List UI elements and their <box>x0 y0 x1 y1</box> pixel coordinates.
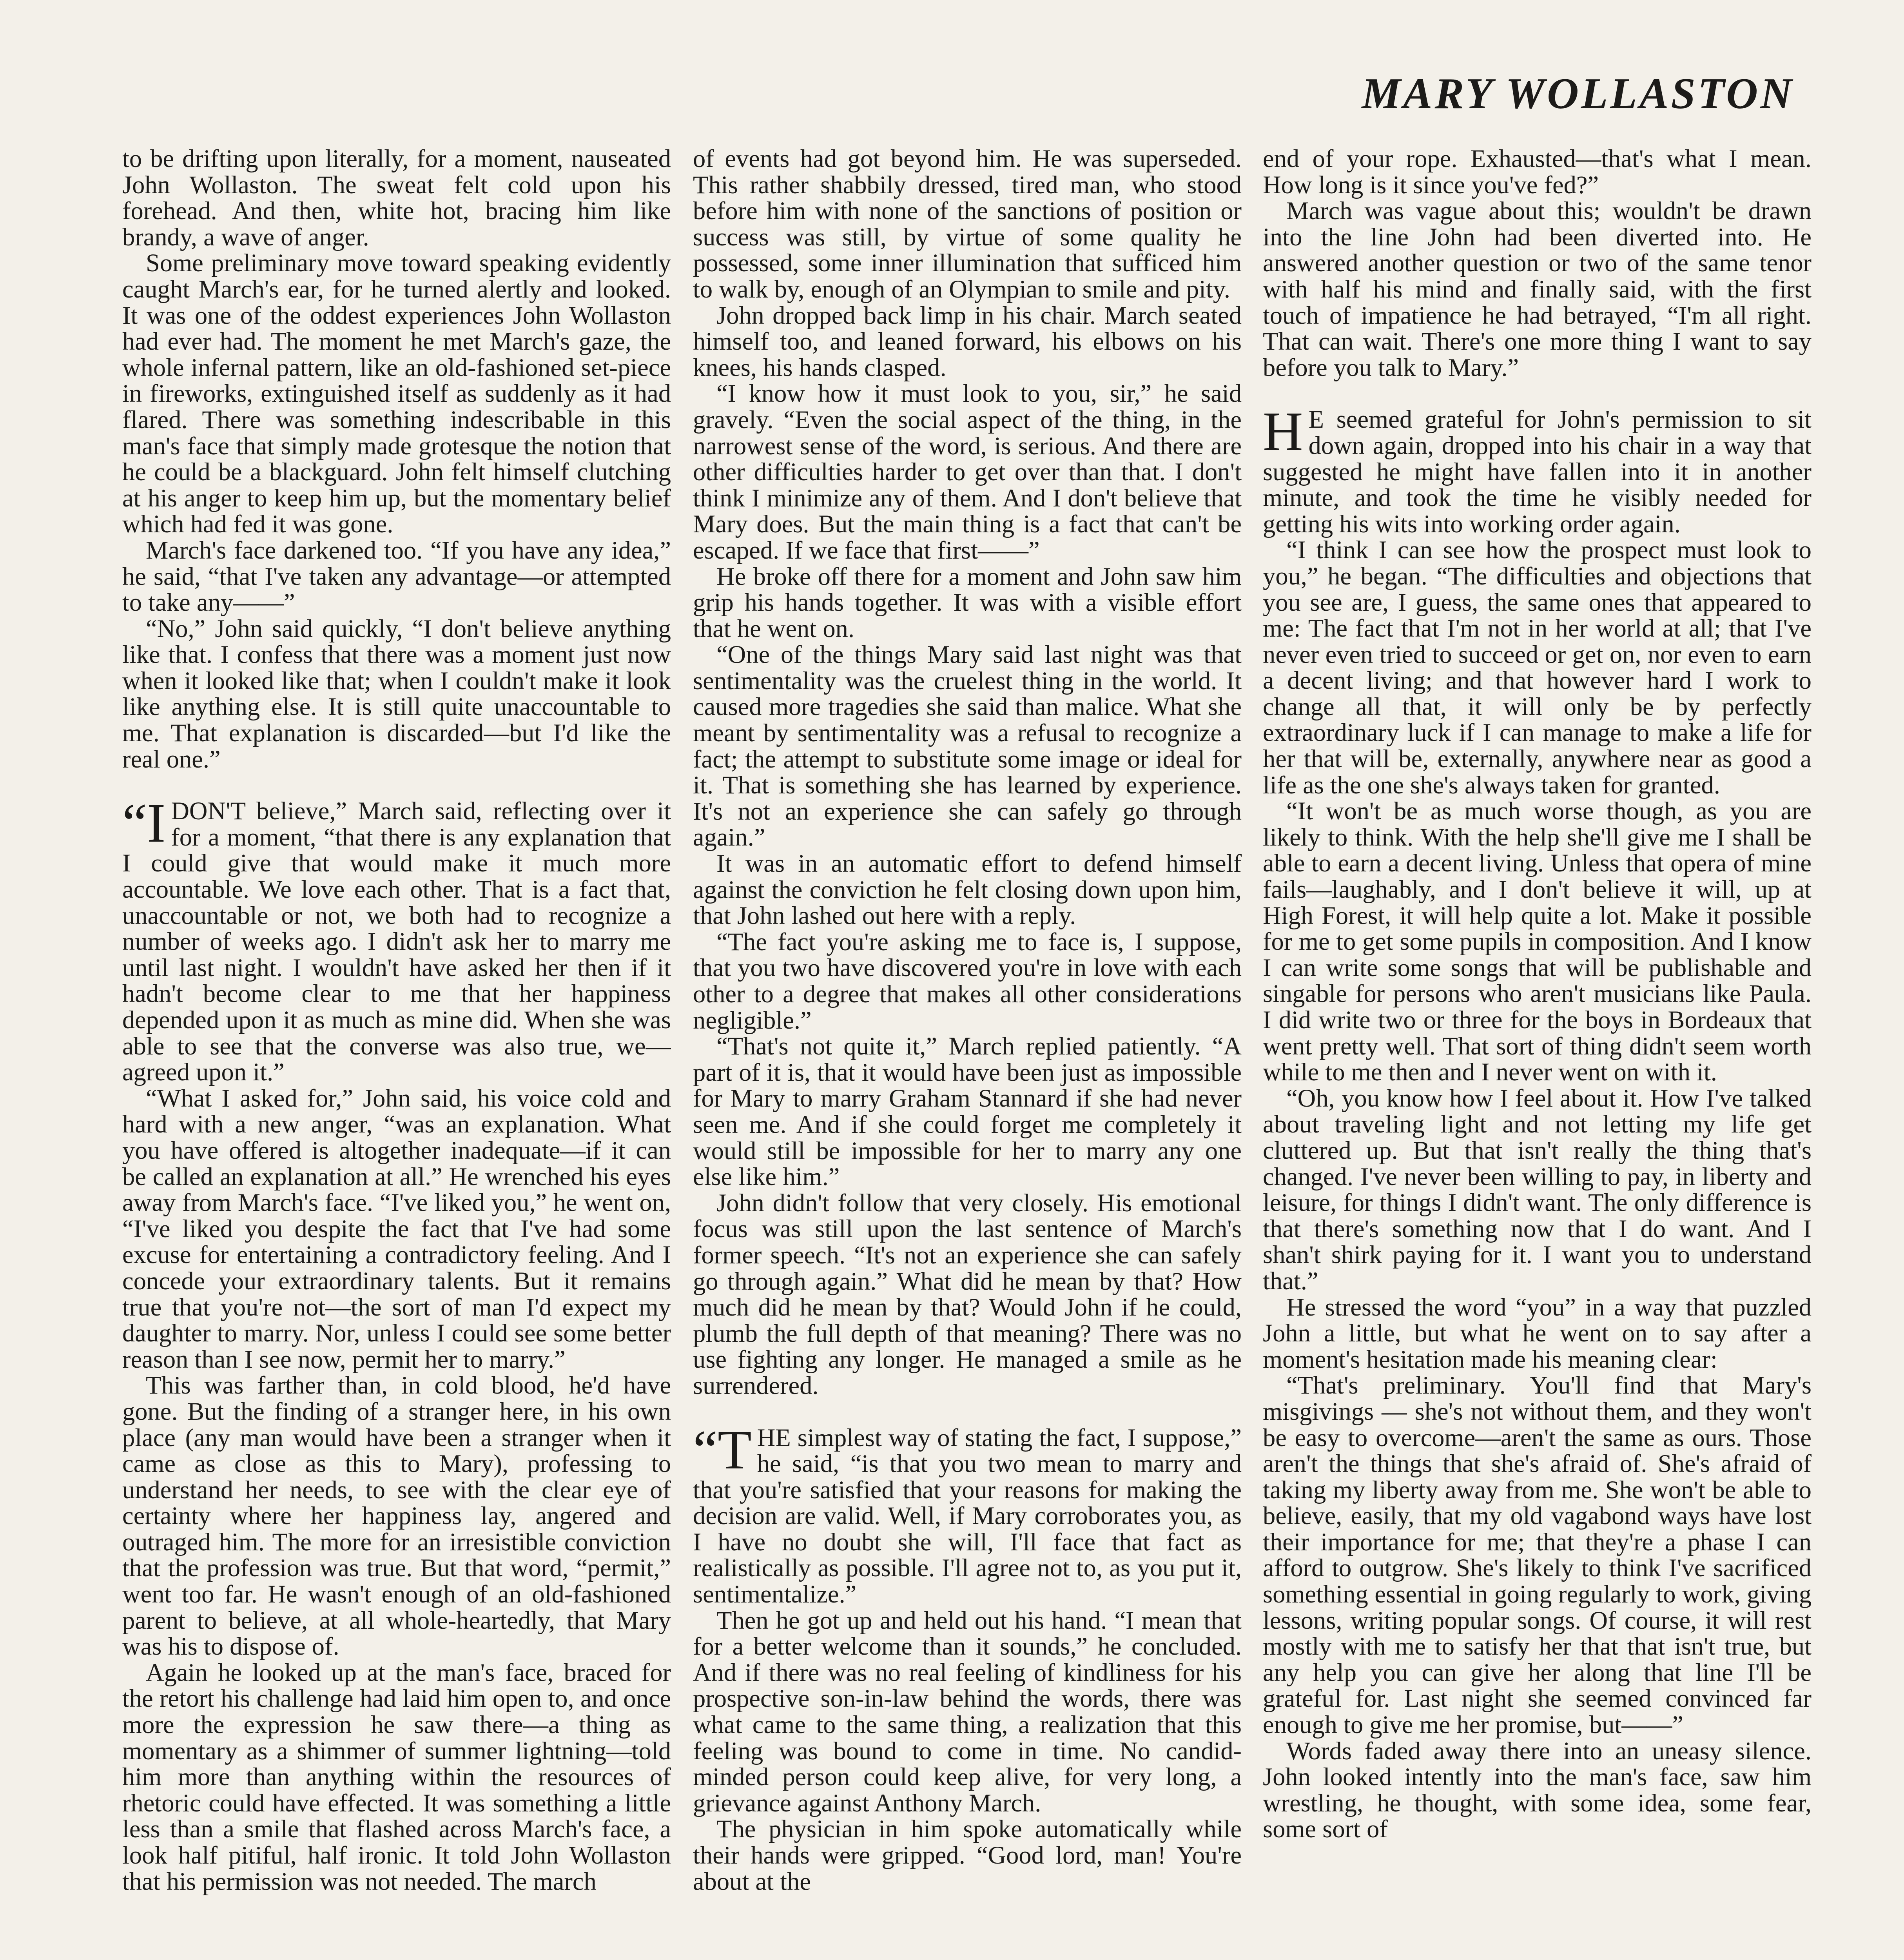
paragraph <box>693 1033 1242 1190</box>
paragraph <box>1263 400 1812 538</box>
paragraph <box>122 1372 671 1660</box>
paragraph <box>693 303 1242 381</box>
paragraph-text: HE simplest way of stating the fact, I suppose,” he said, “is that you two mean to marry and that you're satisfied that your reasons for making the decision are valid. Well, if Mary corroborates you, as I have no doubt she will, I'll face that fact as realistically as possible. I'll agree not to, as you put it, sentimentalize.” <box>693 1423 1242 1608</box>
paragraph-text: “It won't be as much worse though, as you are likely to think. With the help she'll give me I shall be able to earn a decent living. Unless that opera of mine fails—laughably, and I don't believe it will, up at High Forest, it will help quite a lot. Make it possible for me to get some pupils in composition. And I know I can write some songs that will be publishable and singable for persons who aren't musicians like Paula. I did write two or three for the boys in Bordeaux that went pretty well. That sort of thing didn't seem worth while to me then and I never went on with it. <box>1263 797 1812 1086</box>
paragraph <box>122 792 671 1086</box>
paragraph-text: to be drifting upon literally, for a moment, nauseated John Wollaston. The sweat felt cold upon his forehead. And then, white hot, bracing him like brandy, a wave of anger. <box>122 146 671 251</box>
paragraph-text: Some preliminary move toward speaking evidently caught March's ear, for he turned alertly and looked. It was one of the oddest experiences John Wollaston had ever had. The moment he met March's gaze, the whole infernal pattern, like an old-fashioned set-piece in fireworks, extinguished itself as suddenly as it had flared. There was something indescribable in this man's face that simply made grotesque the notion that he could be a blackguard. John felt himself clutching at his anger to keep him up, but the momentary belief which had fed it was gone. <box>122 249 671 538</box>
drop-cap: “T <box>693 1418 752 1481</box>
drop-cap: H <box>1263 400 1303 463</box>
paragraph <box>1263 1372 1812 1738</box>
paragraph <box>1263 798 1812 1085</box>
paragraph-text: “That's not quite it,” March replied patiently. “A part of it is, that it would have been just as impossible for Mary to marry Graham Stannard if she had never seen me. And if she could forget me completely it would still be impossible for her to marry any one else like him.” <box>693 1032 1242 1191</box>
paragraph-text: It was in an automatic effort to defend himself against the conviction he felt closing down upon him, that John lashed out here with a reply. <box>693 849 1242 930</box>
paragraph <box>122 146 671 250</box>
paragraph <box>1263 146 1812 198</box>
text-column-2 <box>693 146 1242 1960</box>
paragraph <box>122 537 671 616</box>
paragraph-text: E seemed grateful for John's permission to sit down again, dropped into his chair in a way that suggested he might have fallen into it in another minute, and took the time he visibly needed for getting his wits into working order again. <box>1263 405 1812 538</box>
paragraph-text: March was vague about this; wouldn't be drawn into the line John had been diverted into. He answered another question or two of the same tenor with half his mind and finally said, with the first touch of impatience he had betrayed, “I'm all right. That can wait. There's one more thing I want to say before you talk to Mary.” <box>1263 197 1812 381</box>
paragraph-text: He broke off there for a moment and John saw him grip his hands together. It was with a visible effort that he went on. <box>693 562 1242 642</box>
paragraph-text: “What I asked for,” John said, his voice cold and hard with a new anger, “was an explanation. What you have offered is altogether inadequate—if it can be called an explanation at all.” He wrenched his eyes away from March's face. “I've liked you,” he went on, “I've liked you despite the fact that I've had some excuse for entertaining a contradictory feeling. And I concede your extraordinary talents. But it remains true that you're not—the sort of man I'd expect my daughter to marry. Nor, unless I could see some better reason than I see now, permit her to marry.” <box>122 1084 671 1373</box>
paragraph <box>122 1085 671 1373</box>
paragraph-text: John didn't follow that very closely. His emotional focus was still upon the last sentence of March's former speech. “It's not an experience she can safely go through again.” What did he mean by that? How much did he mean by that? Would John if he could, plumb the full depth of that meaning? There was no use fighting any longer. He managed a smile as he surrendered. <box>693 1189 1242 1399</box>
paragraph <box>1263 537 1812 798</box>
paragraph-text: He stressed the word “you” in a way that puzzled John a little, but what he went on to say after a moment's hesitation made his meaning clear: <box>1263 1293 1812 1373</box>
paragraph <box>693 564 1242 642</box>
paragraph <box>693 146 1242 303</box>
text-column-1 <box>122 146 671 1960</box>
paragraph <box>1263 198 1812 381</box>
paragraph-text: “That's preliminary. You'll find that Mary's misgivings — she's not without them, and they won't be easy to overcome—aren't the same as ours. Those aren't the things that she's afraid of. She's afraid of taking my liberty away from me. She won't be able to believe, easily, that my old vagabond ways have lost their importance for me; that they're a phase I can afford to outgrow. She's likely to think I've sacrificed something essential in going regularly to work, giving lessons, writing popular songs. Of course, it will rest mostly with me to satisfy her that that isn't true, but any help you can give her along that line I'll be grateful for. Last night she seemed convinced far enough to give me her promise, but——” <box>1263 1371 1812 1739</box>
paragraph <box>693 1190 1242 1399</box>
paragraph <box>693 1608 1242 1817</box>
paragraph-text: Again he looked up at the man's face, braced for the retort his challenge had laid him open to, and once more the expression he saw there—a thing as momentary as a shimmer of summer lightning—told him more than anything within the resources of rhetoric could have effected. It was something a little less than a smile that flashed across March's face, a look half pitiful, half ironic. It told John Wollaston that his permission was not needed. The march <box>122 1658 671 1895</box>
text-column-3 <box>1263 146 1812 1960</box>
paragraph-text: This was farther than, in cold blood, he'd have gone. But the finding of a stranger here, in his own place (any man would have been a stranger when it came as close as this to Mary), professing to understand her needs, to see with the clear eye of certainty where her happiness lay, angered and outraged him. The more for an irresistible conviction that the profession was true. But that word, “permit,” went too far. He wasn't enough of an old-fashioned parent to believe, at all whole-heartedly, that Mary was his to dispose of. <box>122 1371 671 1661</box>
paragraph <box>693 1418 1242 1608</box>
paragraph <box>1263 1085 1812 1294</box>
paragraph <box>1263 1738 1812 1842</box>
running-title: MARY WOLLASTON <box>1362 69 1794 118</box>
paragraph <box>122 250 671 537</box>
paragraph-text: Words faded away there into an uneasy silence. John looked intently into the man's face, saw him wrestling, he thought, with some idea, some fear, some sort of <box>1263 1737 1812 1843</box>
paragraph-text: “Oh, you know how I feel about it. How I've talked about traveling light and not letting my life get cluttered up. But that isn't really the thing that's changed. I've never been willing to pay, in liberty and leisure, for things I didn't want. The only difference is that there's something now that I do want. And I shan't shirk paying for it. I want you to understand that.” <box>1263 1084 1812 1295</box>
paragraph-text: “No,” John said quickly, “I don't believe anything like that. I confess that there was a moment just now when it looked like that; when I couldn't make it look like anything else. It is still quite unaccountable to me. That explanation is discarded—but I'd like the real one.” <box>122 614 671 773</box>
paragraph-text: “I know how it must look to you, sir,” he said gravely. “Even the social aspect of the thing, in the narrowest sense of the word, is serious. And there are other difficulties harder to get over than that. I don't think I minimize any of them. And I don't believe that Mary does. But the main thing is a fact that can't be escaped. If we face that first——” <box>693 379 1242 564</box>
paragraph <box>1263 1294 1812 1373</box>
paragraph <box>122 616 671 773</box>
paragraph <box>122 1660 671 1895</box>
paragraph-text: March's face darkened too. “If you have any idea,” he said, “that I've taken any advantage—or attempted to take any——” <box>122 536 671 617</box>
paragraph <box>693 642 1242 851</box>
drop-cap: “I <box>122 792 166 854</box>
paragraph <box>693 929 1242 1033</box>
paragraph-text: The physician in him spoke automatically while their hands were gripped. “Good lord, man! You're about at the <box>693 1815 1242 1895</box>
paragraph <box>693 851 1242 929</box>
paragraph-text: “One of the things Mary said last night was that sentimentality was the cruelest thing in the world. It caused more tragedies she said than malice. What she meant by sentimentality was a refusal to recognize a fact; the attempt to substitute some image or ideal for it. That is something she has learned by experience. It's not an experience she can safely go through again.” <box>693 641 1242 851</box>
paragraph-text: end of your rope. Exhausted—that's what I mean. How long is it since you've fed?” <box>1263 146 1812 199</box>
paragraph <box>693 1816 1242 1895</box>
paragraph-text: “The fact you're asking me to face is, I suppose, that you two have discovered you're in love with each other to a degree that makes all other considerations negligible.” <box>693 927 1242 1034</box>
paragraph-text: of events had got beyond him. He was superseded. This rather shabbily dressed, tired man, who stood before him with none of the sanctions of position or success was still, by virtue of some quality he possessed, some inner illumination that sufficed him to walk by, enough of an Olympian to smile and pity. <box>693 146 1242 303</box>
paragraph-text: DON'T believe,” March said, reflecting over it for a moment, “that there is any explanation that I could give that would make it much more accountable. We love each other. That is a fact that, unaccountable or not, we both had to recognize a number of weeks ago. I didn't ask her to marry me until last night. I wouldn't have asked her then if it hadn't become clear to me that her happiness depended upon it as much as mine did. When she was able to see that the converse was also true, we—agreed upon it.” <box>122 797 671 1086</box>
paragraph-text: John dropped back limp in his chair. March seated himself too, and leaned forward, his elbows on his knees, his hands clasped. <box>693 301 1242 381</box>
paragraph-text: “I think I can see how the prospect must look to you,” he began. “The difficulties and objections that you see are, I guess, the same ones that appeared to me: The fact that I'm not in her world at all; that I've never even tried to succeed or get on, nor even to earn a decent living; and that however hard I work to change all that, it will only be by perfectly extraordinary luck if I can manage to make a life for her that will be, externally, anywhere near as good a life as the one she's always taken for granted. <box>1263 536 1812 799</box>
paragraph-text: Then he got up and held out his hand. “I mean that for a better welcome than it sounds,” he concluded. And if there was no real feeling of kindliness for his prospective son-in-law behind the words, there was what came to the same thing, a realization that this feeling was bound to come in time. No candid-minded person could keep alive, for very long, a grievance against Anthony March. <box>693 1606 1242 1817</box>
paragraph <box>693 381 1242 563</box>
